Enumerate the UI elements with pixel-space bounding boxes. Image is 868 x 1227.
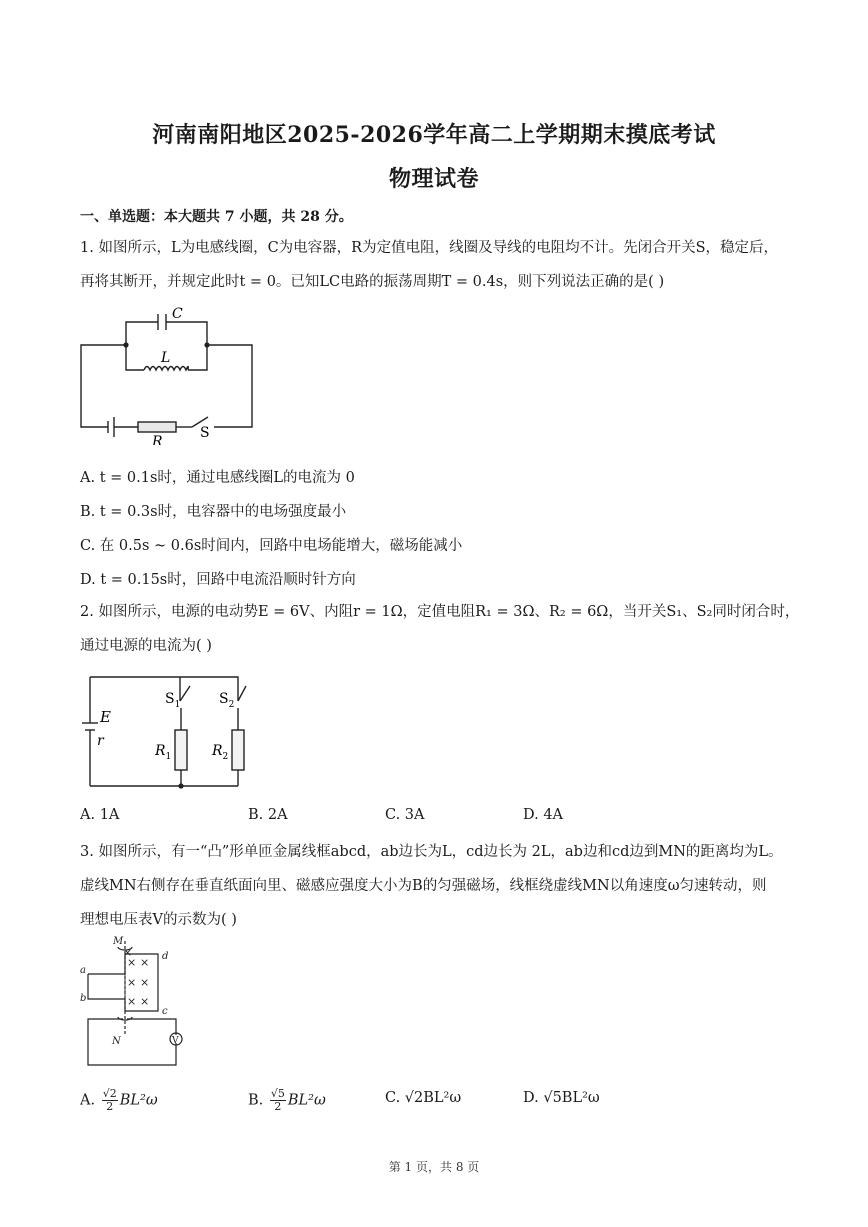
q3-option-d: D. √5BL²ω — [523, 1090, 600, 1106]
label-S1: $S_1$ — [165, 691, 181, 710]
q3-option-b-fraction — [270, 1088, 286, 1113]
page-subtitle: 物理试卷 — [388, 166, 479, 192]
section-heading: 一、单选题：本大题共 7 小题，共 28 分。 — [80, 209, 353, 225]
cross-3: × — [127, 976, 137, 989]
q2-option-b: B. 2A — [248, 807, 288, 823]
label-b: b — [80, 993, 87, 1004]
q3-stem-line2: 虚线MN右侧存在垂直纸面向里、磁感应强度大小为B的匀强磁场，线框绕虚线MN以角速度ω匀速转动，则 — [80, 878, 767, 894]
q3-option-a-fraction — [102, 1088, 118, 1113]
cross-2: × — [140, 956, 150, 969]
q2-stem-line2: 通过电源的电流为( ) — [80, 638, 212, 654]
q2-option-d: D. 4A — [523, 807, 564, 823]
q1-circuit-figure — [76, 300, 266, 445]
cross-6: × — [140, 995, 150, 1008]
label-R1: $R_1$ — [155, 743, 172, 762]
q3-option-b-denominator: 2 — [274, 1100, 282, 1113]
label-C: C — [172, 306, 183, 322]
label-R2: $R_2$ — [212, 743, 229, 762]
label-L: L — [161, 350, 171, 366]
q3-option-a — [80, 1088, 158, 1113]
q1-stem-line1: 1. 如图所示，L为电感线圈，C为电容器，R为定值电阻，线圈及导线的电阻均不计。先闭合开关S，稳定后， — [80, 240, 779, 256]
q3-stem-line1: 3. 如图所示，有一“凸”形单匝金属线框abcd，ab边长为L，cd边长为 2L，ab边和cd边到MN的距离均为L。 — [80, 844, 783, 860]
label-R: R — [152, 434, 163, 445]
cross-4: × — [140, 976, 150, 989]
voltmeter-label: V — [172, 1036, 179, 1046]
label-E: E — [100, 708, 111, 726]
q3-option-a-tail: BL²ω — [119, 1092, 158, 1109]
cross-7: × — [127, 956, 137, 969]
label-S: S — [200, 425, 210, 441]
page-title: 河南南阳地区2025-2026学年高二上学期期末摸底考试 — [152, 122, 716, 148]
cross-1: × — [123, 946, 133, 959]
label-c: c — [162, 1006, 168, 1017]
q2-option-a: A. 1A — [80, 807, 120, 823]
q3-option-b-numerator: √5 — [270, 1087, 285, 1100]
label-a: a — [80, 965, 86, 976]
q1-stem-line2: 再将其断开，并规定此时t = 0。已知LC电路的振荡周期T = 0.4s，则下列说法正确的是( ) — [80, 274, 665, 290]
q3-option-a-numerator: √2 — [102, 1087, 117, 1100]
q2-option-c: C. 3A — [385, 807, 425, 823]
q3-option-a-label: A. — [80, 1092, 96, 1109]
q3-option-c: C. √2BL²ω — [385, 1090, 462, 1106]
q3-option-b — [248, 1088, 326, 1113]
q3-option-b-label: B. — [248, 1092, 264, 1109]
q1-option-d: D. t = 0.15s时，回路中电流沿顺时针方向 — [80, 572, 356, 588]
q1-option-b: B. t = 0.3s时，电容器中的电场强度最小 — [80, 504, 347, 520]
q3-option-b-tail: BL²ω — [287, 1092, 326, 1109]
label-S2: $S_2$ — [219, 691, 235, 710]
q2-stem-line1: 2. 如图所示，电源的电动势E = 6V、内阻r = 1Ω，定值电阻R₁ = 3Ω、R₂ = 6Ω，当开关S₁、S₂同时闭合时， — [80, 604, 800, 620]
q2-circuit-figure — [80, 668, 260, 793]
q3-frame-figure — [76, 935, 191, 1075]
q3-option-a-denominator: 2 — [106, 1100, 114, 1113]
label-d: d — [162, 951, 169, 962]
q3-stem-line3: 理想电压表V的示数为( ) — [80, 912, 237, 928]
q1-option-c: C. 在 0.5s ~ 0.6s时间内，回路中电场能增大，磁场能减小 — [80, 538, 463, 554]
page-footer: 第 1 页，共 8 页 — [388, 1160, 480, 1174]
q1-option-a: A. t = 0.1s时，通过电感线圈L的电流为 0 — [80, 470, 355, 486]
cross-5: × — [127, 995, 137, 1008]
label-M: M — [113, 936, 124, 947]
label-r: r — [97, 733, 104, 749]
label-N: N — [112, 1036, 121, 1047]
